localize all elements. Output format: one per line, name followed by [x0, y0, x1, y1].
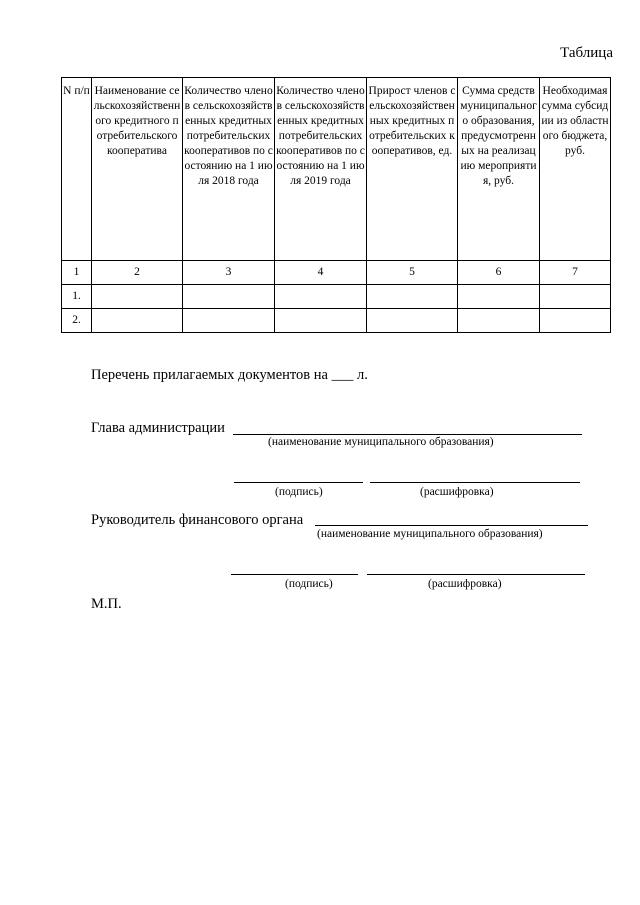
finance-head-hint: (наименование муниципального образования): [317, 528, 543, 540]
finance-head-decoding-hint: (расшифровка): [428, 578, 502, 590]
table-row: [62, 309, 611, 333]
header-cell: N п/п: [62, 78, 92, 261]
header-cell: Прирост членов сельскохозяйственных кредитных потребительских кооперативов, ед.: [367, 78, 458, 261]
header-cell: Необходимая сумма субсидии из областного бюджета, руб.: [540, 78, 611, 261]
table-cell[interactable]: [183, 309, 275, 333]
row-number: 1.: [62, 285, 92, 309]
table-cell[interactable]: [92, 309, 183, 333]
subsidy-table: [61, 77, 611, 333]
head-admin-signature-line[interactable]: [234, 482, 363, 483]
table-cell[interactable]: [458, 309, 540, 333]
head-admin-decoding-line[interactable]: [370, 482, 580, 483]
finance-head-signature-hint: (подпись): [285, 578, 333, 590]
finance-head-signature-line[interactable]: [231, 574, 358, 575]
head-admin-signature-hint: (подпись): [275, 486, 323, 498]
finance-head-name-line[interactable]: [315, 525, 588, 526]
column-number: 7: [540, 261, 611, 285]
table-cell[interactable]: [275, 285, 367, 309]
finance-head-label: Руководитель финансового органа: [91, 512, 304, 528]
table-cell[interactable]: [540, 285, 611, 309]
head-admin-hint: (наименование муниципального образования): [268, 436, 494, 448]
stamp-placeholder: М.П.: [91, 596, 122, 612]
column-number: 6: [458, 261, 540, 285]
column-number: 3: [183, 261, 275, 285]
header-cell: Количество членов сельскохозяйственных кредитных потребительских кооперативов по состоянию на 1 июля 2018 года: [183, 78, 275, 261]
table-cell[interactable]: [458, 285, 540, 309]
header-cell: Сумма средств муниципального образования, предусмотренных на реализацию мероприятия, руб.: [458, 78, 540, 261]
table-caption: Таблица: [560, 45, 613, 61]
column-number: 1: [62, 261, 92, 285]
head-admin-name-line[interactable]: [233, 434, 582, 435]
finance-head-decoding-line[interactable]: [367, 574, 585, 575]
header-cell: Наименование сельскохозяйственного кредитного потребительского кооператива: [92, 78, 183, 261]
table-cell[interactable]: [92, 285, 183, 309]
head-admin-label: Глава администрации: [91, 420, 225, 436]
row-number: 2.: [62, 309, 92, 333]
table-cell[interactable]: [183, 285, 275, 309]
table-cell[interactable]: [275, 309, 367, 333]
column-number-row: [62, 261, 611, 285]
table-cell[interactable]: [367, 285, 458, 309]
documents-count-line: Перечень прилагаемых документов на ___ л.: [91, 367, 368, 383]
header-cell: Количество членов сельскохозяйственных кредитных потребительских кооперативов по состоянию на 1 июля 2019 года: [275, 78, 367, 261]
table-cell[interactable]: [540, 309, 611, 333]
table-header-row: [62, 78, 611, 261]
head-admin-decoding-hint: (расшифровка): [420, 486, 494, 498]
column-number: 4: [275, 261, 367, 285]
column-number: 5: [367, 261, 458, 285]
column-number: 2: [92, 261, 183, 285]
table-cell[interactable]: [367, 309, 458, 333]
table-row: [62, 285, 611, 309]
